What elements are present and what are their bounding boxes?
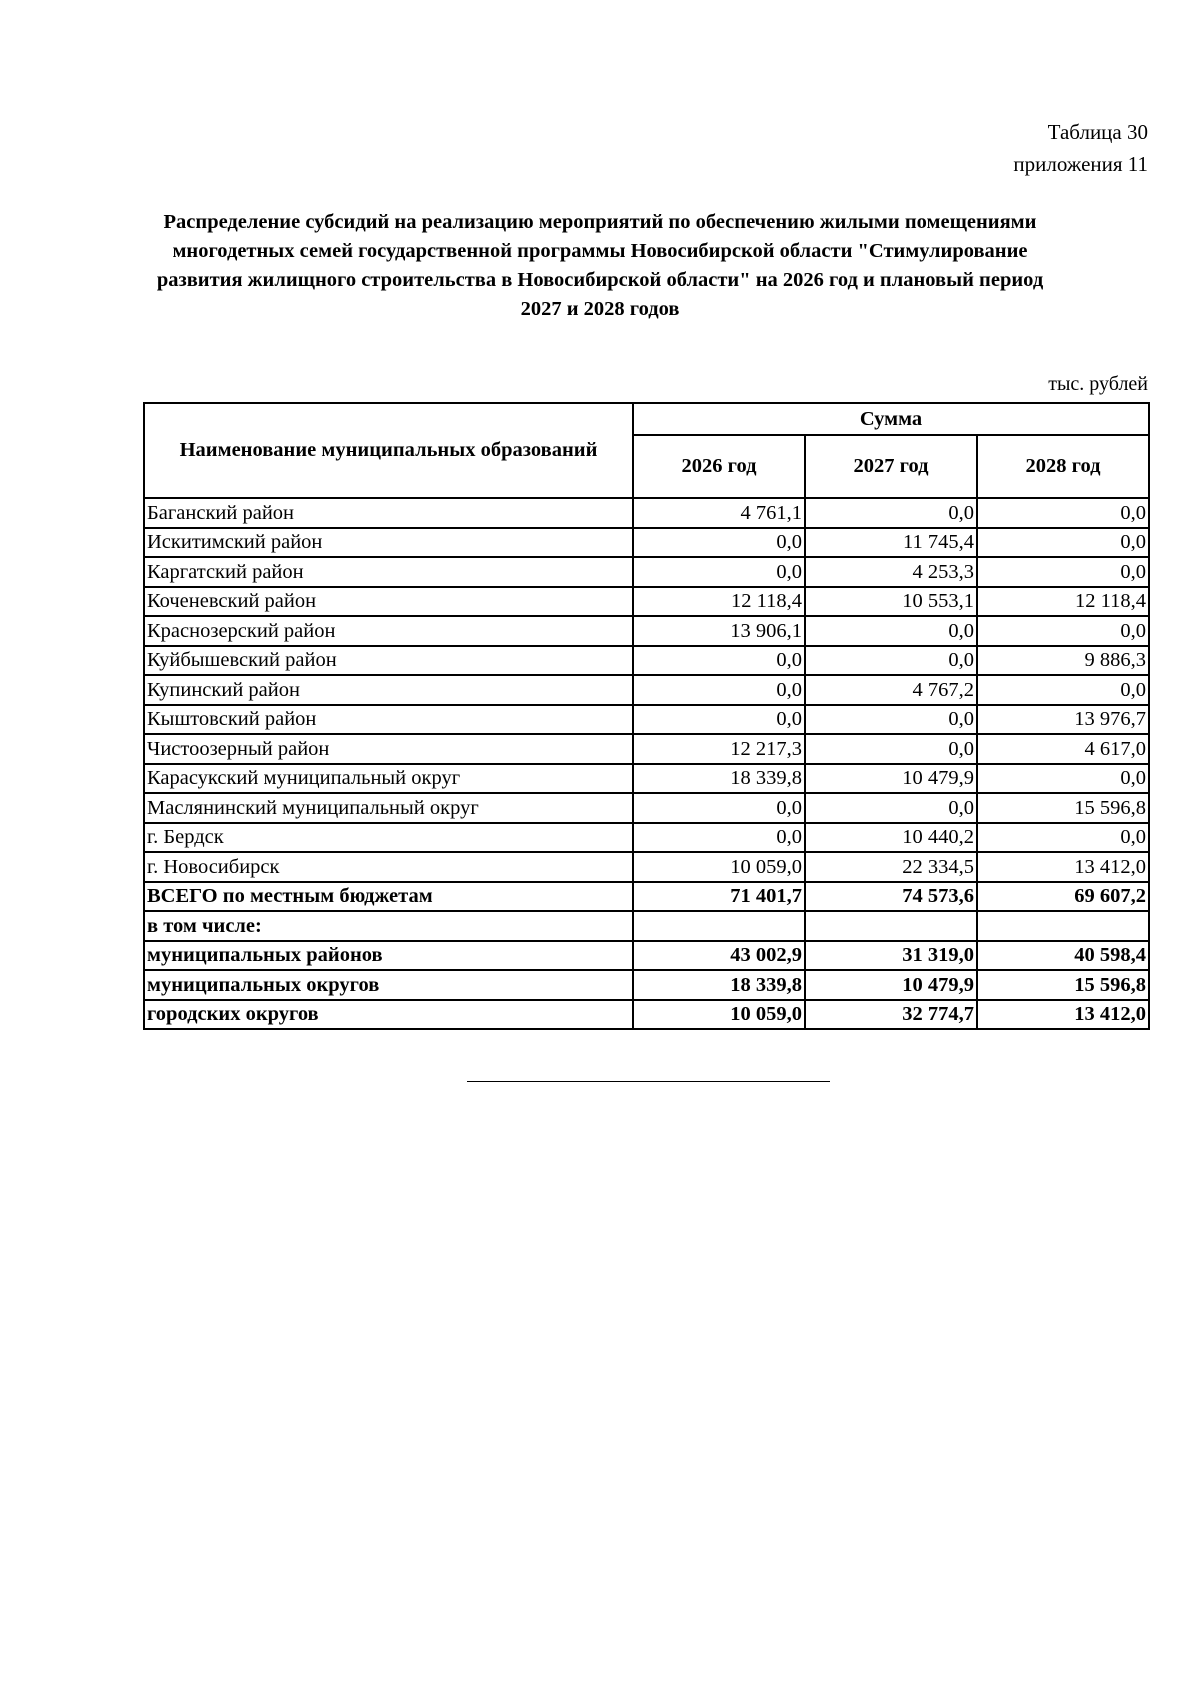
municipality-name: Краснозерский район [144, 616, 633, 646]
amount-cell: 0,0 [977, 557, 1149, 587]
including-label: в том числе: [144, 911, 633, 941]
year-column-header: 2027 год [805, 435, 977, 498]
municipality-name: Баганский район [144, 498, 633, 528]
table-row [144, 793, 1149, 823]
units-label: тыс. рублей [1048, 373, 1148, 395]
empty-cell [977, 911, 1149, 941]
subtotal-amount: 10 059,0 [633, 1000, 805, 1030]
subtotal-label: муниципальных округов [144, 970, 633, 1000]
municipality-name: Искитимский район [144, 528, 633, 558]
subsidy-table [143, 402, 1150, 1030]
amount-cell: 4 767,2 [805, 675, 977, 705]
municipality-name: Куйбышевский район [144, 646, 633, 676]
empty-cell [633, 911, 805, 941]
table-row [144, 705, 1149, 735]
subtotal-row [144, 941, 1149, 971]
amount-cell: 0,0 [977, 498, 1149, 528]
amount-cell: 4 617,0 [977, 734, 1149, 764]
table-row [144, 734, 1149, 764]
amount-cell: 0,0 [977, 764, 1149, 794]
table-number: Таблица 30 [1047, 120, 1148, 144]
table-row [144, 587, 1149, 617]
total-row [144, 882, 1149, 912]
amount-cell: 0,0 [805, 498, 977, 528]
year-column-header: 2026 год [633, 435, 805, 498]
subtotal-amount: 10 479,9 [805, 970, 977, 1000]
appendix-reference: приложения 11 [1013, 152, 1148, 176]
amount-cell: 13 412,0 [977, 852, 1149, 882]
total-amount: 74 573,6 [805, 882, 977, 912]
subtotal-label: муниципальных районов [144, 941, 633, 971]
amount-cell: 0,0 [633, 646, 805, 676]
amount-cell: 13 976,7 [977, 705, 1149, 735]
table-row [144, 675, 1149, 705]
amount-cell: 10 059,0 [633, 852, 805, 882]
amount-cell: 22 334,5 [805, 852, 977, 882]
footer-divider [467, 1081, 830, 1082]
subtotal-amount: 40 598,4 [977, 941, 1149, 971]
amount-cell: 0,0 [805, 705, 977, 735]
amount-cell: 0,0 [633, 675, 805, 705]
amount-cell: 0,0 [633, 793, 805, 823]
amount-cell: 9 886,3 [977, 646, 1149, 676]
total-amount: 69 607,2 [977, 882, 1149, 912]
amount-cell: 4 761,1 [633, 498, 805, 528]
municipality-name: Чистоозерный район [144, 734, 633, 764]
municipality-name: г. Новосибирск [144, 852, 633, 882]
subtotal-row [144, 1000, 1149, 1030]
subtotal-amount: 18 339,8 [633, 970, 805, 1000]
table-row [144, 498, 1149, 528]
amount-cell: 0,0 [633, 557, 805, 587]
municipality-name: Купинский район [144, 675, 633, 705]
table-row [144, 528, 1149, 558]
amount-cell: 0,0 [633, 528, 805, 558]
subtotal-amount: 43 002,9 [633, 941, 805, 971]
sum-column-header: Сумма [633, 403, 1149, 435]
amount-cell: 10 440,2 [805, 823, 977, 853]
name-column-header: Наименование муниципальных образований [144, 403, 633, 498]
amount-cell: 0,0 [977, 616, 1149, 646]
amount-cell: 0,0 [805, 793, 977, 823]
document-header [1013, 116, 1148, 180]
amount-cell: 18 339,8 [633, 764, 805, 794]
total-amount: 71 401,7 [633, 882, 805, 912]
amount-cell: 10 479,9 [805, 764, 977, 794]
subtotal-amount: 13 412,0 [977, 1000, 1149, 1030]
amount-cell: 0,0 [977, 528, 1149, 558]
amount-cell: 0,0 [633, 705, 805, 735]
subtotal-amount: 32 774,7 [805, 1000, 977, 1030]
subtotal-row [144, 970, 1149, 1000]
amount-cell: 11 745,4 [805, 528, 977, 558]
municipality-name: Коченевский район [144, 587, 633, 617]
amount-cell: 12 217,3 [633, 734, 805, 764]
amount-cell: 0,0 [633, 823, 805, 853]
table-row [144, 852, 1149, 882]
table-row [144, 764, 1149, 794]
empty-cell [805, 911, 977, 941]
amount-cell: 12 118,4 [977, 587, 1149, 617]
amount-cell: 10 553,1 [805, 587, 977, 617]
year-column-header: 2028 год [977, 435, 1149, 498]
municipality-name: г. Бердск [144, 823, 633, 853]
subtotal-amount: 31 319,0 [805, 941, 977, 971]
amount-cell: 0,0 [977, 675, 1149, 705]
municipality-name: Каргатский район [144, 557, 633, 587]
amount-cell: 12 118,4 [633, 587, 805, 617]
amount-cell: 15 596,8 [977, 793, 1149, 823]
amount-cell: 4 253,3 [805, 557, 977, 587]
table-row [144, 646, 1149, 676]
amount-cell: 0,0 [805, 734, 977, 764]
subtotal-amount: 15 596,8 [977, 970, 1149, 1000]
amount-cell: 0,0 [805, 616, 977, 646]
municipality-name: Кыштовский район [144, 705, 633, 735]
table-row [144, 823, 1149, 853]
amount-cell: 13 906,1 [633, 616, 805, 646]
municipality-name: Карасукский муниципальный округ [144, 764, 633, 794]
subtotal-label: городских округов [144, 1000, 633, 1030]
total-label: ВСЕГО по местным бюджетам [144, 882, 633, 912]
document-title: Распределение субсидий на реализацию мероприятий по обеспечению жилыми помещениями многодетных семей государственной программы Новосибирской области "Стимулирование развития жилищного строительства в Новосибирской области" на 2026 год и плановый период 2027 и 2028 годов [156, 211, 1044, 320]
including-row [144, 911, 1149, 941]
table-row [144, 616, 1149, 646]
amount-cell: 0,0 [977, 823, 1149, 853]
table-row [144, 557, 1149, 587]
amount-cell: 0,0 [805, 646, 977, 676]
municipality-name: Маслянинский муниципальный округ [144, 793, 633, 823]
